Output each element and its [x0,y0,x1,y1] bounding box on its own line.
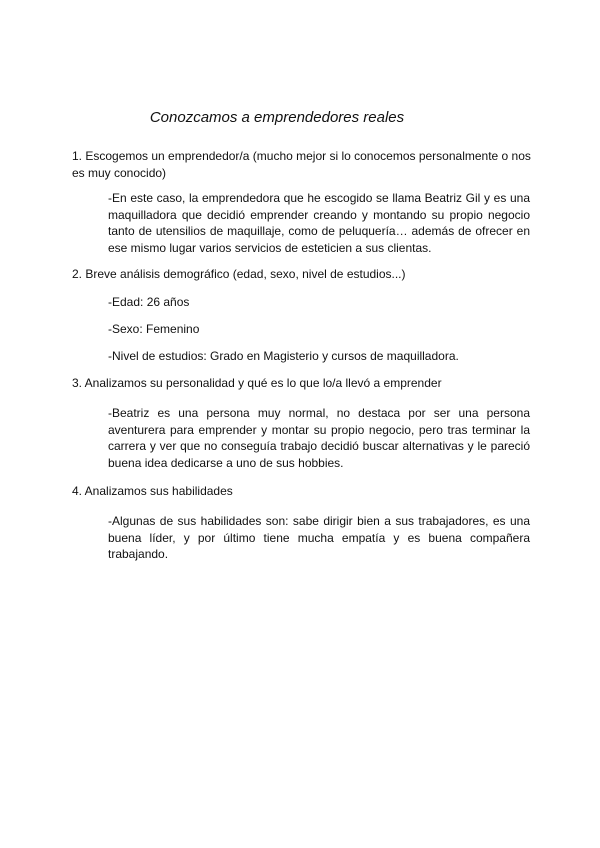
section-4-question: 4. Analizamos sus habilidades [72,484,233,498]
section-2-answer-age: -Edad: 26 años [108,295,190,309]
section-3-question: 3. Analizamos su personalidad y qué es lo que lo/a llevó a emprender [72,376,442,390]
section-2-answer-education: -Nivel de estudios: Grado en Magisterio y cursos de maquilladora. [108,349,459,363]
document-title [0,108,600,128]
section-3-answer-1: -Beatriz es una persona muy normal, no destaca por ser una persona aventurera para emprender y montar su propio negocio, pero tras terminar la carrera y ver que no conseguía trabajo decidió buscar alternativas y le pareció buena idea dedicarse a uno de sus hobbies. [108,406,530,470]
section-2-answer-sex: -Sexo: Femenino [108,322,200,336]
section-2-question: 2. Breve análisis demográfico (edad, sexo, nivel de estudios...) [72,267,406,281]
document-title-text: Conozcamos a emprendedores reales [149,109,405,126]
section-1-answer-1: -En este caso, la emprendedora que he escogido se llama Beatriz Gil y es una maquilladora que decidió emprender creando y montando su propio negocio tanto de utensilios de maquillaje, como de peluquería… además de ofrecer en ese mismo lugar varios servicios de esteticien a sus clientas. [108,191,530,255]
section-1-question: 1. Escogemos un emprendedor/a (mucho mejor si lo conocemos personalmente o nos es muy conocido) [72,149,531,180]
section-4-answer-1: -Algunas de sus habilidades son: sabe dirigir bien a sus trabajadores, es una buena líder, y por último tiene mucha empatía y es buena compañera trabajando. [108,514,530,561]
